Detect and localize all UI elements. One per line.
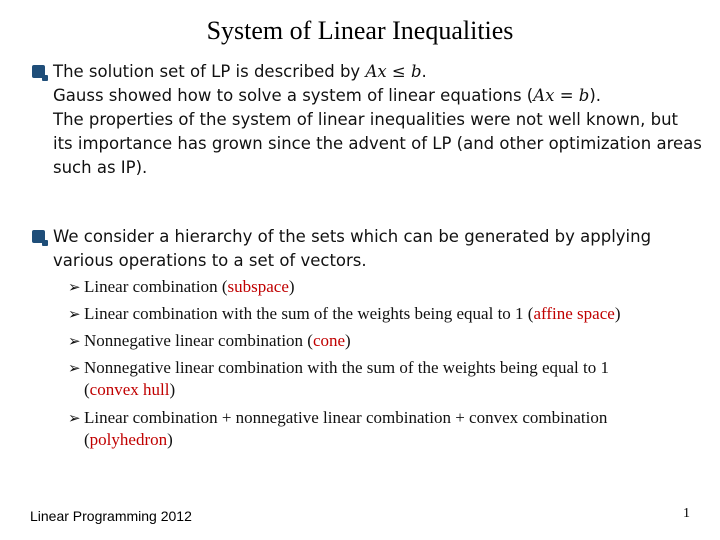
arrow-bullet-icon: ➢ <box>68 409 81 427</box>
arrow-bullet-icon: ➢ <box>68 359 81 377</box>
math-ax-eq-b: Ax = b <box>533 86 590 105</box>
footer-course: Linear Programming 2012 <box>30 508 192 524</box>
bullet-1-line-2: Gauss showed how to solve a system of linear equations (Ax = b). <box>53 86 602 105</box>
arrow-bullet-icon: ➢ <box>68 278 81 296</box>
arrow-bullet-icon: ➢ <box>68 332 81 350</box>
checkbox-bullet-icon <box>32 230 45 243</box>
checkbox-bullet-icon <box>32 65 45 78</box>
term-convex-hull: convex hull <box>89 380 170 399</box>
bullet-1 <box>32 60 702 190</box>
term-cone: cone <box>312 331 346 350</box>
bullet-1-line-1: The solution set of LP is described by Ax ≤ b. <box>53 62 427 81</box>
page-number: 1 <box>683 506 690 521</box>
bullet-1-text <box>53 60 702 180</box>
slide-title: System of Linear Inequalities <box>206 16 514 45</box>
term-subspace: subspace <box>227 277 289 296</box>
bullet-2 <box>32 225 702 275</box>
arrow-bullet-icon: ➢ <box>68 305 81 323</box>
term-polyhedron: polyhedron <box>89 430 168 449</box>
math-ax-le-b: Ax ≤ b <box>365 62 422 81</box>
bullet-2-text: We consider a hierarchy of the sets which can be generated by applying various operations to a set of vectors. <box>53 227 652 270</box>
bullet-1-paragraph: The properties of the system of linear inequalities were not well known, but its importance has grown since the advent of LP (and other optimization areas such as IP). <box>53 110 702 177</box>
slide: System of Linear Inequalities The solution set of LP is described by Ax ≤ b. Gauss showed how to solve a system of linear equations (Ax = b). The properties of the system of linear inequalities were not well known, but its importance has grown since the advent of LP (and other optimization areas such as IP). We consider a hierarchy of the sets which can be generated by applying various operations to a set of vectors. ➢ Linear combination (subspace) ➢ Linear combination with the sum of the weights being equal to 1 (affine space) ➢ Nonnegative linear combination (cone) ➢ Nonnegative linear combination with the sum of the weights being equal to 1 (convex hull) ➢ Linear combination + nonnegative linear combination + convex combination (polyhedron) Linear Programming 2012 1 <box>0 0 720 540</box>
term-affine-space: affine space <box>533 304 615 323</box>
